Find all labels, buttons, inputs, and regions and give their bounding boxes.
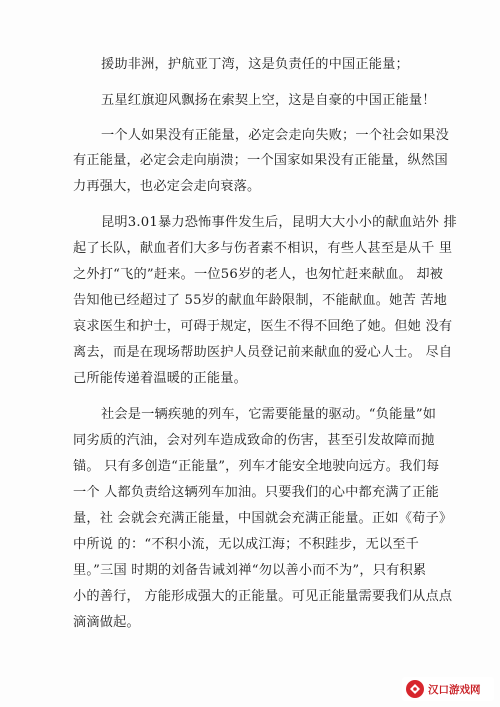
text-line: 一个 人都负责给这辆列车加油。只要我们的心中都充满了正能 (73, 485, 439, 500)
text-line: 小的善行， 方能形成强大的正能量。可见正能量需要我们从点点 (73, 589, 453, 604)
text-line: 滴滴做起。 (73, 615, 140, 630)
text-line: 离去，而是在现场帮助医护人员登记前来献血的爱心人士。 尽自 (73, 345, 453, 360)
text-line: 援助非洲，护航亚丁湾，这是负责任的中国正能量； (101, 57, 409, 72)
text-line: 里。”三国 时期的刘备告诫刘禅“勿以善小而不为”，只有积累 (73, 563, 427, 578)
text-line: 哀求医生和护士，可碍于规定，医生不得不回绝了她。但她 没有 (73, 319, 453, 334)
text-line: 己所能传递着温暖的正能量。 (73, 371, 248, 386)
watermark-text: 汉口游戏网 (428, 683, 481, 696)
text-line: 昆明3.01暴力恐怖事件发生后，昆明大大小小的献血站外 排 (101, 215, 457, 230)
site-watermark (402, 677, 494, 701)
text-line: 同劣质的汽油，会对列车造成致命的伤害，甚至引发故障而抛 (73, 433, 435, 448)
text-line: 一个人如果没有正能量，必定会走向失败；一个社会如果没 (101, 128, 450, 143)
text-line: 锚。 只有多创造“正能量”，列车才能安全地驶向远方。我们每 (73, 459, 440, 474)
logo-icon (406, 680, 424, 698)
text-line: 之外打“飞的”赶来。一位56岁的老人，也匆忙赶来献血。 却被 (73, 267, 444, 282)
text-line: 五星红旗迎风飘扬在索契上空，这是自豪的中国正能量！ (101, 93, 436, 108)
text-line: 起了长队，献血者们大多与伤者素不相识，有些人甚至是从千 里 (73, 241, 453, 256)
text-line: 中所说 的：“不积小流，无以成江海；不积跬步，无以至千 (73, 537, 420, 552)
text-line: 力再强大，也必定会走向衰落。 (73, 179, 261, 194)
text-line: 社会是一辆疾驰的列车，它需要能量的驱动。“负能量”如 (101, 407, 437, 422)
text-line: 有正能量，必定会走向崩溃；一个国家如果没有正能量，纵然国 (73, 153, 448, 168)
text-line: 量，社 会就会充满正能量，中国就会充满正能量。正如《荀子》 (73, 511, 453, 526)
text-line: 告知他已经超过了 55岁的献血年龄限制，不能献血。她苦 苦地 (73, 293, 448, 308)
